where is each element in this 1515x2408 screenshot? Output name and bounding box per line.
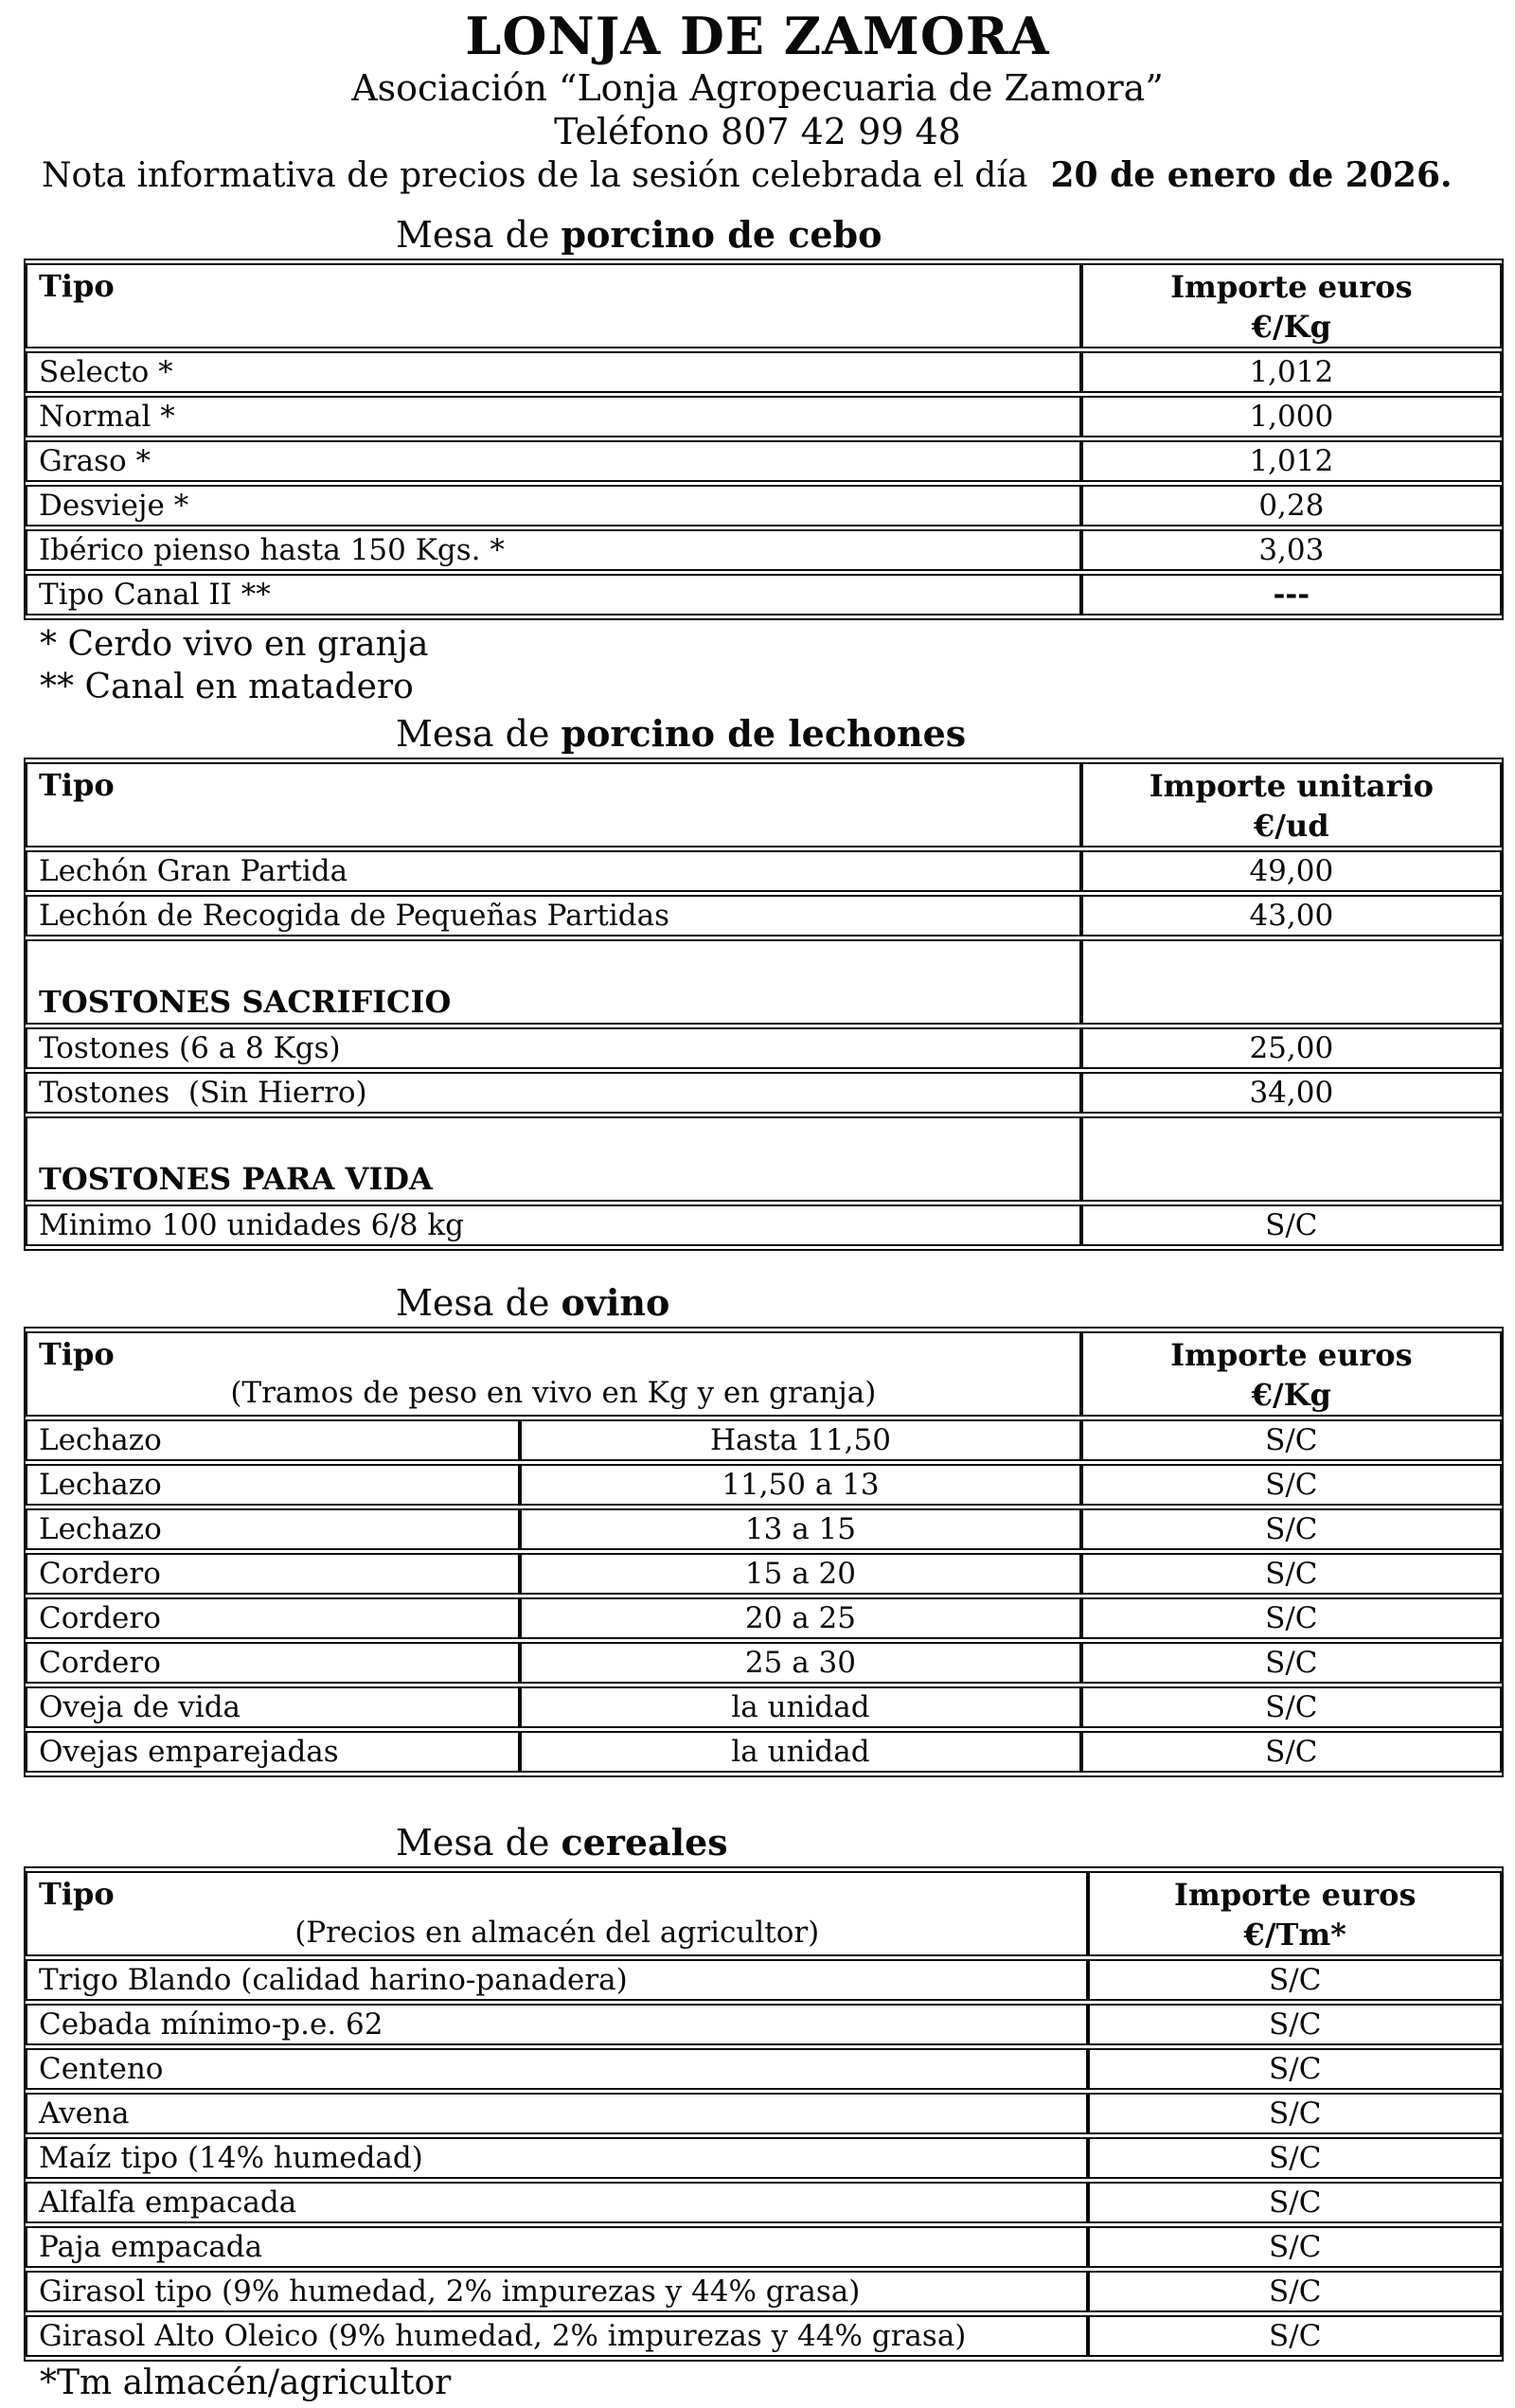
header-cell-importe: Importe euros €/Kg — [1081, 263, 1502, 348]
cell-value: S/C — [1088, 2271, 1502, 2312]
cell-value: S/C — [1081, 1419, 1502, 1461]
table-row — [26, 2048, 1502, 2090]
table-row — [26, 1686, 1502, 1728]
header-cell-importe: Importe unitario €/ud — [1081, 762, 1502, 847]
page-title: LONJA DE ZAMORA — [465, 6, 1050, 66]
cell-value: S/C — [1081, 1686, 1502, 1728]
cell-value: S/C — [1088, 2137, 1502, 2179]
cell-value: S/C — [1081, 1464, 1502, 1506]
cell-tipo: Maíz tipo (14% humedad) — [26, 2137, 1088, 2179]
cell-value: 1,000 — [1081, 396, 1502, 437]
table-row — [26, 2315, 1502, 2357]
cell-tipo: Normal * — [26, 396, 1081, 437]
cell-tipo: Cebada mínimo-p.e. 62 — [26, 2004, 1088, 2045]
table-row — [26, 440, 1502, 482]
table-row — [26, 2271, 1502, 2312]
cell-tramo: la unidad — [520, 1731, 1080, 1773]
table-row — [26, 895, 1502, 936]
cell-value: 43,00 — [1081, 895, 1502, 936]
table-row — [26, 1731, 1502, 1773]
table-row — [26, 1508, 1502, 1550]
cell-value: --- — [1081, 574, 1502, 615]
cell-value: S/C — [1088, 1959, 1502, 2001]
cell-value: 3,03 — [1081, 529, 1502, 571]
cell-value: S/C — [1081, 1597, 1502, 1639]
cell-tramo: 11,50 a 13 — [520, 1464, 1080, 1506]
cell-tipo: Paja empacada — [26, 2226, 1088, 2268]
table-title-ovino: Mesa de ovino — [396, 1281, 670, 1324]
cell-tramo: 15 a 20 — [520, 1553, 1080, 1595]
table-ovino — [24, 1327, 1504, 1777]
table-row — [26, 1419, 1502, 1461]
section-row-tostones-para-vida — [26, 1116, 1502, 1202]
table-row — [26, 2226, 1502, 2268]
cell-value: 34,00 — [1081, 1072, 1502, 1114]
cell-tramo: 20 a 25 — [520, 1597, 1080, 1639]
table-row — [26, 529, 1502, 571]
table-title-porcino-cebo: Mesa de porcino de cebo — [396, 213, 882, 256]
table-title-porcino-lechones: Mesa de porcino de lechones — [396, 712, 967, 755]
table-porcino-lechones — [24, 758, 1504, 1251]
table-row — [26, 2182, 1502, 2223]
cell-value: S/C — [1081, 1731, 1502, 1773]
header-cell-tipo: Tipo (Tramos de peso en vivo en Kg y en granja) — [26, 1331, 1081, 1417]
cell-value: 49,00 — [1081, 850, 1502, 892]
cell-value: S/C — [1081, 1642, 1502, 1684]
cell-tipo: Avena — [26, 2093, 1088, 2134]
cell-value: 1,012 — [1081, 440, 1502, 482]
cell-value: 25,00 — [1081, 1027, 1502, 1069]
phone-line: Teléfono 807 42 99 48 — [554, 111, 961, 152]
cell-tipo: Trigo Blando (calidad harino-panadera) — [26, 1959, 1088, 2001]
cell-tramo: 25 a 30 — [520, 1642, 1080, 1684]
cell-tipo: Oveja de vida — [26, 1686, 520, 1728]
table-row — [26, 351, 1502, 393]
cell-tipo: Lechón de Recogida de Pequeñas Partidas — [26, 895, 1081, 936]
cell-tipo: Minimo 100 unidades 6/8 kg — [26, 1204, 1081, 1246]
table-row — [26, 1553, 1502, 1595]
cell-tipo: Tipo Canal II ** — [26, 574, 1081, 615]
cell-tipo: Cordero — [26, 1597, 520, 1639]
cell-tipo: Tostones (6 a 8 Kgs) — [26, 1027, 1081, 1069]
section-label: TOSTONES SACRIFICIO — [26, 939, 1081, 1025]
cell-value — [1081, 939, 1502, 1025]
session-note — [42, 153, 1515, 198]
table-row — [26, 1204, 1502, 1246]
header-cell-tipo: Tipo (Precios en almacén del agricultor) — [26, 1871, 1088, 1956]
cell-value: S/C — [1088, 2004, 1502, 2045]
table-row — [26, 850, 1502, 892]
header-cell-importe: Importe euros €/Tm* — [1088, 1871, 1502, 1956]
cell-value — [1081, 1116, 1502, 1202]
table-row — [26, 1642, 1502, 1684]
section-label: TOSTONES PARA VIDA — [26, 1116, 1081, 1202]
cell-tipo: Girasol tipo (9% humedad, 2% impurezas y 44% grasa) — [26, 2271, 1088, 2312]
cell-tipo: Selecto * — [26, 351, 1081, 393]
table-row — [26, 485, 1502, 526]
table-row — [26, 1464, 1502, 1506]
table-row — [26, 1072, 1502, 1114]
cell-tipo: Cordero — [26, 1553, 520, 1595]
cell-value: S/C — [1088, 2048, 1502, 2090]
association-subtitle: Asociación “Lonja Agropecuaria de Zamora” — [351, 67, 1164, 109]
table-title-cereales: Mesa de cereales — [396, 1821, 728, 1864]
table-porcino-cebo — [24, 259, 1504, 620]
session-note-text: Nota informativa de precios de la sesión celebrada el día — [42, 156, 1039, 195]
cell-tipo: Lechazo — [26, 1464, 520, 1506]
cell-tramo: la unidad — [520, 1686, 1080, 1728]
cell-tipo: Centeno — [26, 2048, 1088, 2090]
session-date: 20 de enero de 2026. — [1050, 155, 1453, 195]
cell-tipo: Lechazo — [26, 1419, 520, 1461]
cell-tipo: Graso * — [26, 440, 1081, 482]
header-cell-tipo: Tipo — [26, 263, 1081, 348]
table-row — [26, 1027, 1502, 1069]
table-header-row — [26, 762, 1502, 847]
document — [0, 6, 1515, 2404]
footnote-canal-matadero: ** Canal en matadero — [40, 668, 414, 706]
cell-value: S/C — [1081, 1508, 1502, 1550]
table-header-row — [26, 1331, 1502, 1417]
cell-tipo: Desvieje * — [26, 485, 1081, 526]
footnote-tm-almacen: *Tm almacén/agricultor — [40, 2363, 452, 2402]
cell-tramo: Hasta 11,50 — [520, 1419, 1080, 1461]
cell-value: S/C — [1088, 2226, 1502, 2268]
section-row-tostones-sacrificio — [26, 939, 1502, 1025]
cell-value: S/C — [1081, 1553, 1502, 1595]
cell-value: S/C — [1088, 2093, 1502, 2134]
cell-value: S/C — [1088, 2315, 1502, 2357]
table-row — [26, 2137, 1502, 2179]
table-row — [26, 396, 1502, 437]
cell-tipo: Lechón Gran Partida — [26, 850, 1081, 892]
cell-tipo: Ovejas emparejadas — [26, 1731, 520, 1773]
footnote-cerdo-vivo: * Cerdo vivo en granja — [40, 625, 429, 664]
table-row — [26, 2093, 1502, 2134]
cell-value: S/C — [1088, 2182, 1502, 2223]
cell-tipo: Girasol Alto Oleico (9% humedad, 2% impurezas y 44% grasa) — [26, 2315, 1088, 2357]
table-row — [26, 1597, 1502, 1639]
cell-tramo: 13 a 15 — [520, 1508, 1080, 1550]
cell-value: 1,012 — [1081, 351, 1502, 393]
cell-tipo: Cordero — [26, 1642, 520, 1684]
header-cell-importe: Importe euros €/Kg — [1081, 1331, 1502, 1417]
table-row — [26, 2004, 1502, 2045]
table-row — [26, 574, 1502, 615]
header-cell-tipo: Tipo — [26, 762, 1081, 847]
cell-tipo: Alfalfa empacada — [26, 2182, 1088, 2223]
cell-tipo: Tostones (Sin Hierro) — [26, 1072, 1081, 1114]
cell-value: 0,28 — [1081, 485, 1502, 526]
cell-tipo: Lechazo — [26, 1508, 520, 1550]
table-header-row — [26, 263, 1502, 348]
cell-tipo: Ibérico pienso hasta 150 Kgs. * — [26, 529, 1081, 571]
table-header-row — [26, 1871, 1502, 1956]
cell-value: S/C — [1081, 1204, 1502, 1246]
table-cereales — [24, 1866, 1504, 2362]
table-row — [26, 1959, 1502, 2001]
